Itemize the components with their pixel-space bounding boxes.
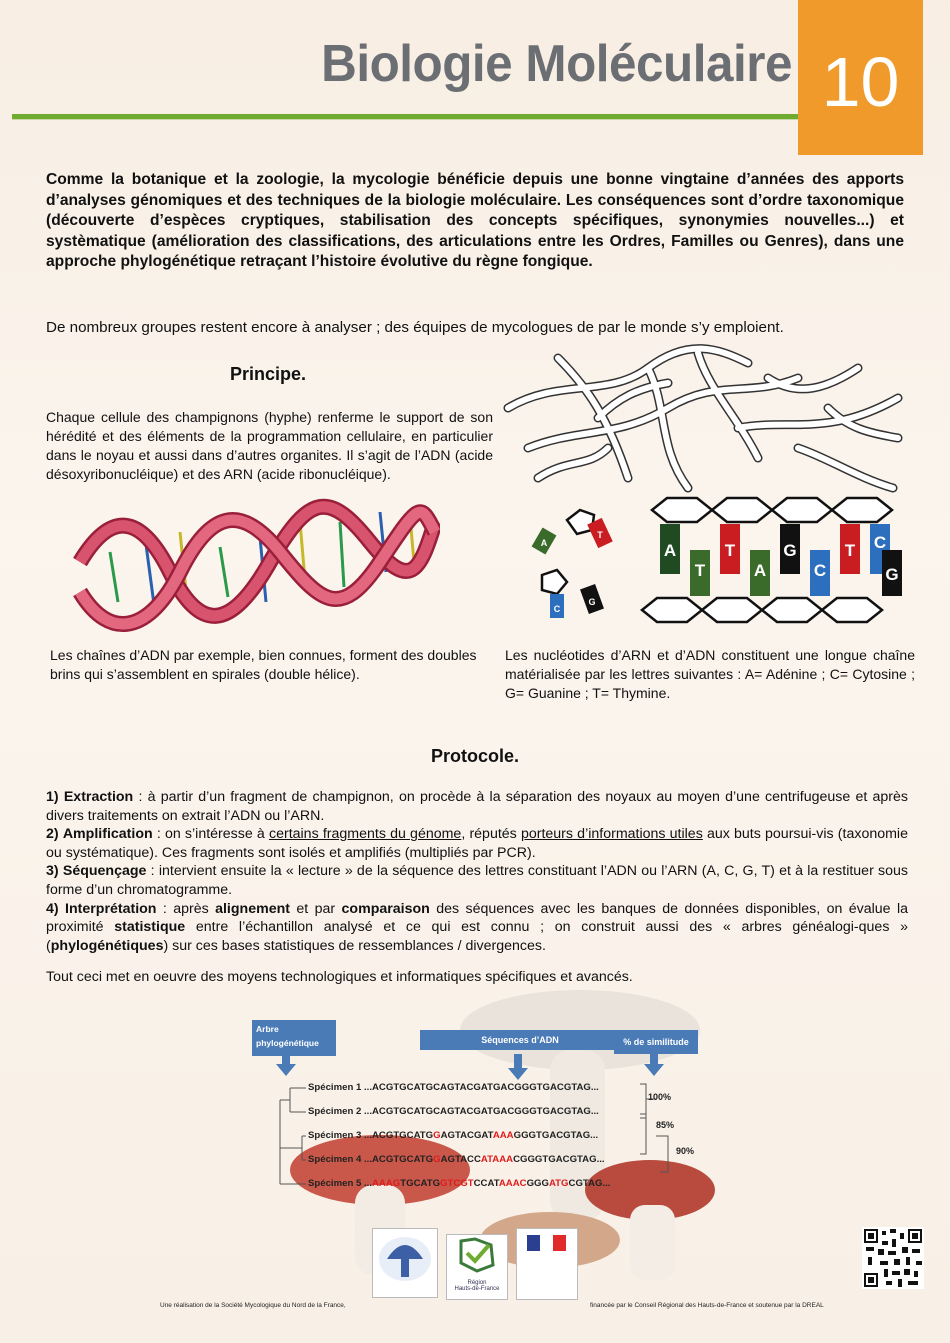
region-logo-text: Région Hauts-de-France — [454, 1280, 500, 1292]
secondary-paragraph: De nombreux groupes restent encore à analyser ; des équipes de mycologues de par le monde s’y emploient. — [46, 319, 784, 336]
free-nucleotide-letter: G — [588, 597, 596, 607]
protocole-heading: Protocole. — [431, 746, 520, 766]
free-nucleotide-letter: T — [597, 530, 603, 540]
similarity-percent: 100% — [648, 1092, 672, 1102]
similarity-percent: 90% — [676, 1146, 695, 1156]
protocole-step-4: 4) Interprétation : après alignement et par comparaison des séquences avec les banques de données disponibles, on évalue la proximité statistique entre l’échantillon analysé et ce qui est connu ; on construit aussi des « arbres généalogi-ques » (phylogénétiques) sur ces bases statistiques de ressemblances / divergences. — [46, 900, 908, 954]
nucleotide-letter: T — [724, 541, 736, 560]
intro-paragraph: Comme la botanique et la zoologie, la mycologie bénéficie depuis une bonne vingtaine d’années des apports d’analyses génomiques et des techniques de la biologie moléculaire. Les conséquences sont d’ordre taxonomique (découverte d’espèces cryptiques, stabilisation des concepts spécifiques, synonymies nouvelles...) et systèmatique (amélioration des classifications, des articulations entre les Ordres, Familles ou Genres), dans une approche phylogénétique retraçant l’histoire évolutive du règne fongique. — [46, 171, 904, 271]
free-nucleotide-letter: A — [540, 538, 548, 548]
footer-credit-right: financée par le Conseil Régional des Hauts-de-France et soutenue par la DREAL — [590, 1302, 824, 1309]
nucleotide-letter: A — [753, 561, 767, 580]
closing-text: Tout ceci met en oeuvre des moyens technologiques et informatiques spécifiques et avancés. — [46, 969, 633, 985]
nucleotide-letter: A — [663, 541, 677, 560]
protocole-step-2: 2) Amplification : on s’intéresse à certains fragments du génome, réputés porteurs d’informations utiles aux buts poursui-vis (taxonomie ou systématique). Ces fragments sont isolés et amplifiés (multipliés par PCR). — [46, 826, 908, 861]
nucleotide-letter: C — [813, 561, 827, 580]
protocole-step-1: 1) Extraction : à partir d’un fragment de champignon, on procède à la séparation des noyaux au moyen d’une centrifugeuse et après divers traitements on extrait l’ADN ou l’ARN. — [46, 789, 908, 824]
dna-caption: Les chaînes d’ADN par exemple, bien connues, forment des doubles brins qui s’assemblent en spirales (double hélice). — [50, 647, 477, 682]
protocole-step-3: 3) Séquençage : intervient ensuite la « lecture » de la séquence des lettres constituant l’ADN ou l’ARN (A, C, G, T) et à la restituer sous forme d’un chromatogramme. — [46, 863, 908, 898]
similarity-percent: 85% — [656, 1120, 675, 1130]
hyphae-illustration — [498, 338, 910, 498]
specimen-row: Spécimen 1 ...ACGTGCATGCAGTACGATGACGGGTGACGTAG... — [308, 1082, 599, 1093]
smnf-logo — [372, 1228, 438, 1298]
region-logo — [446, 1234, 508, 1300]
dna-sequences-label: Séquences d’ADN — [420, 1030, 620, 1050]
phylo-tree-label: Arbre phylogénétique — [252, 1020, 336, 1056]
similarity-label: % de similitude — [614, 1030, 698, 1054]
nucleotide-letter: T — [694, 561, 706, 580]
qr-code[interactable] — [862, 1227, 924, 1289]
principe-text: Chaque cellule des champignons (hyphe) renferme le support de son hérédité et des éléments de la programmation cellulaire, en particulier dans le noyau et aussi dans d’autres organites. Il s’agit de l’ADN (acide désoxyribonucléique) et des ARN (acide ribonucléique). — [46, 409, 493, 482]
chapter-number-badge: 10 — [798, 0, 923, 155]
free-nucleotide-letter: C — [553, 604, 561, 614]
protocole-steps — [46, 788, 908, 955]
dna-helix-illustration — [70, 492, 440, 642]
principe-heading: Principe. — [230, 364, 307, 384]
specimen-row: Spécimen 4 ...ACGTGCATGGAGTACCATAAACGGGTGACGTAG... — [308, 1154, 605, 1165]
nucleotide-letter: T — [844, 541, 856, 560]
nucleotides-caption: Les nucléotides d’ARN et d’ADN constituent une longue chaîne matérialisée par les lettres suivantes : A= Adénine ; C= Cytosine ; G= Guanine ; T= Thymine. — [505, 647, 915, 701]
nucleotide-letter: C — [873, 533, 887, 552]
specimen-row: Spécimen 2 ...ACGTGCATGCAGTACGATGACGGGTGACGTAG... — [308, 1106, 599, 1117]
specimen-row: Spécimen 3 ...ACGTGCATGGAGTACGATAAAGGGTGACGTAG... — [308, 1130, 599, 1141]
prefecture-logo — [516, 1228, 578, 1300]
footer-credit-left: Une réalisation de la Société Mycologique du Nord de la France, — [160, 1302, 346, 1309]
title-underline-shadow — [12, 119, 800, 120]
nucleotide-letter: G — [783, 541, 797, 560]
nucleotide-letter: G — [885, 565, 899, 584]
nucleotide-chain-illustration — [522, 490, 912, 630]
page-title: Biologie Moléculaire — [321, 35, 792, 93]
specimen-row: Spécimen 5 ...AAAGTGCATGGTCGTCCATAAACGGGATGCGTAG... — [308, 1178, 611, 1189]
